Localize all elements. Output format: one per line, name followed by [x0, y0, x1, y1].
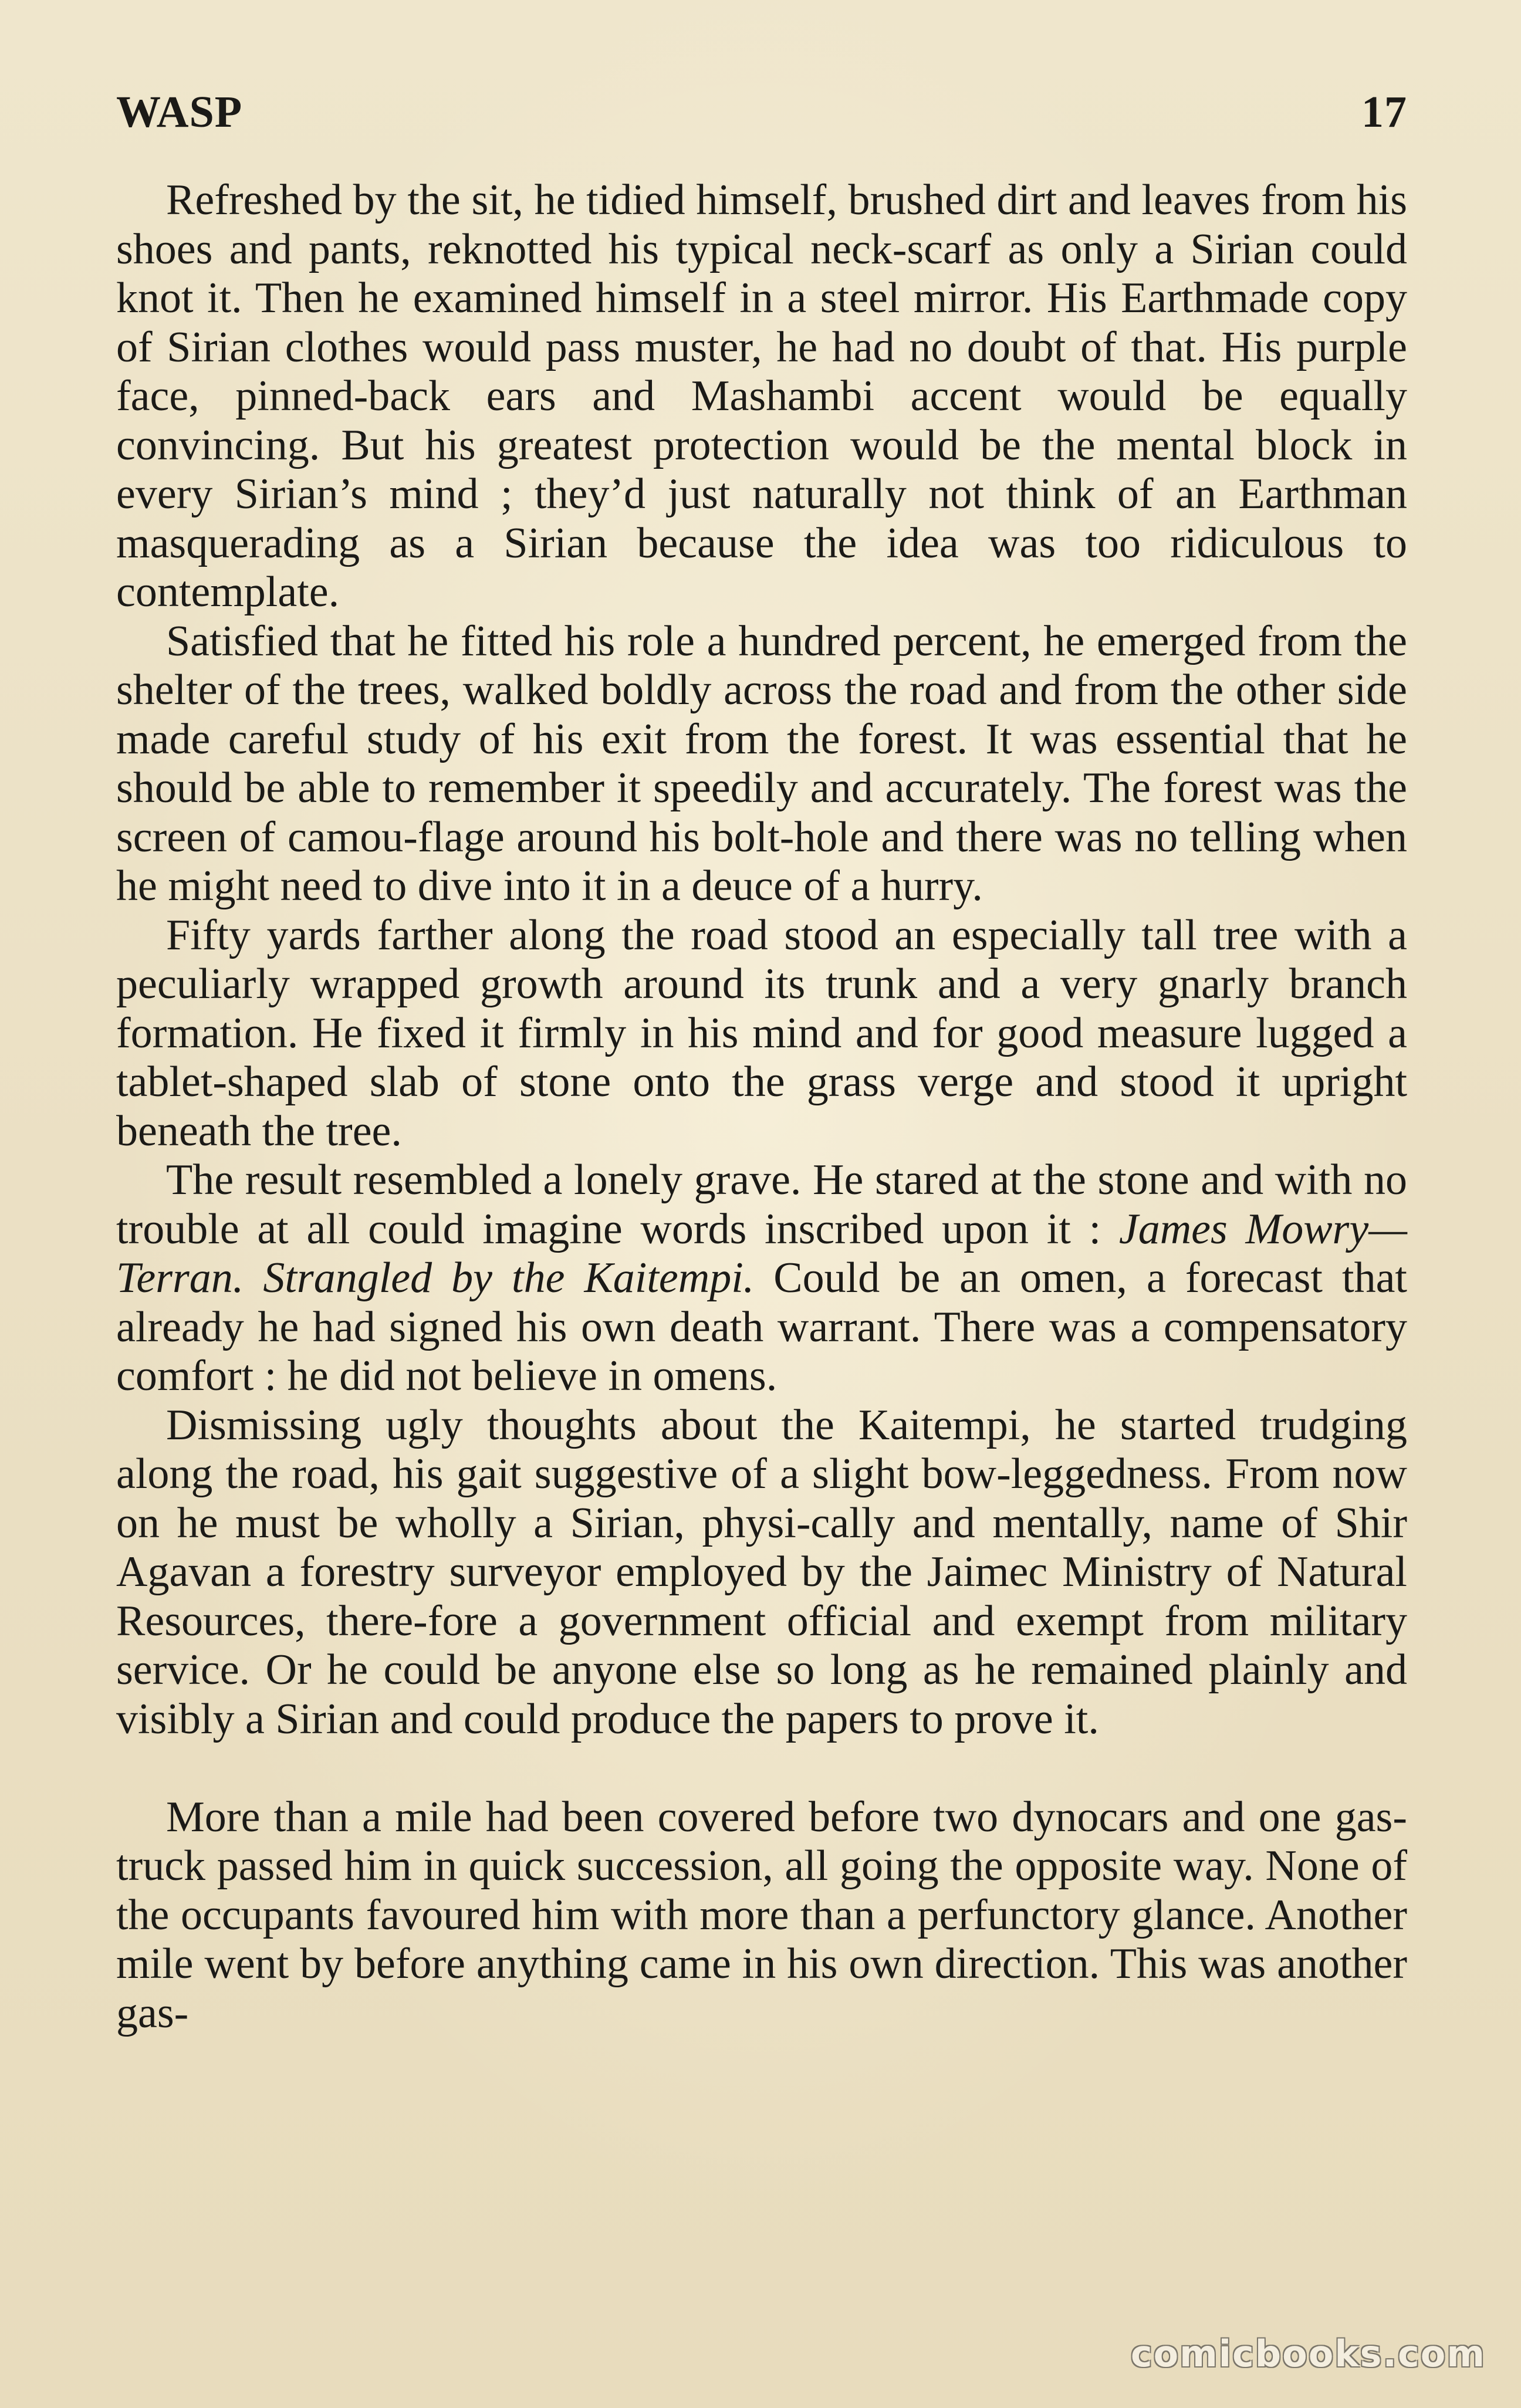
- paragraph-1: Refreshed by the sit, he tidied himself, brushed dirt and leaves from his shoes and pants, reknotted his typical neck-scarf as only a Sirian could knot it. Then he examined himself in a steel mirror. His Earthmade copy of Sirian clothes would pass muster, he had no doubt of that. His purple face, pinned-back ears and Mashambi accent would be equally convincing. But his greatest protection would be the mental block in every Sirian’s mind ; they’d just naturally not think of an Earthman masquerading as a Sirian because the idea was too ridiculous to contemplate.: [116, 176, 1407, 616]
- running-head: [116, 87, 1407, 146]
- epitaph-italic: James Mowry—Terran. Strangled by the Kaitempi.: [116, 1205, 1407, 1302]
- paragraph-2: Satisfied that he fitted his role a hundred percent, he emerged from the shelter of the trees, walked boldly across the road and from the other side made careful study of his exit from the forest. It was essential that he should be able to remember it speedily and accurately. The forest was the screen of camou-flage around his bolt-hole and there was no telling when he might need to dive into it in a deuce of a hurry.: [116, 617, 1407, 910]
- paragraph-4: [116, 1156, 1407, 1401]
- paragraph-6: More than a mile had been covered before two dynocars and one gas-truck passed him in quick succession, all going the opposite way. None of the occupants favoured him with more than a perfunctory glance. Another mile went by before anything came in his own direction. This was another gas-: [116, 1793, 1407, 2037]
- paragraph-4-text-before: The result resembled a lonely grave. He stared at the stone and with no trouble at all could imagine words inscribed upon it :: [116, 1156, 1407, 1253]
- body-text: [116, 176, 1407, 2038]
- page-number: 17: [1361, 87, 1407, 137]
- paragraph-5: Dismissing ugly thoughts about the Kaitempi, he started trudging along the road, his gait suggestive of a slight bow-leggedness. From now on he must be wholly a Sirian, physi-cally and mentally, name of Shir Agavan a forestry surveyor employed by the Jaimec Ministry of Natural Resources, there-fore a government official and exempt from military service. Or he could be anyone else so long as he remained plainly and visibly a Sirian and could produce the papers to prove it.: [116, 1401, 1407, 1743]
- paragraph-4-text-after: Could be an omen, a forecast that already he had signed his own death warrant. There was a compensatory comfort : he did not believe in omens.: [116, 1254, 1407, 1400]
- paragraph-3: Fifty yards farther along the road stood an especially tall tree with a peculiarly wrapped growth around its trunk and a very gnarly branch formation. He fixed it firmly in his mind and for good measure lugged a tablet-shaped slab of stone onto the grass verge and stood it upright beneath the tree.: [116, 911, 1407, 1155]
- book-title: WASP: [116, 87, 243, 137]
- watermark-logo: comicbooks.com: [1130, 2332, 1486, 2375]
